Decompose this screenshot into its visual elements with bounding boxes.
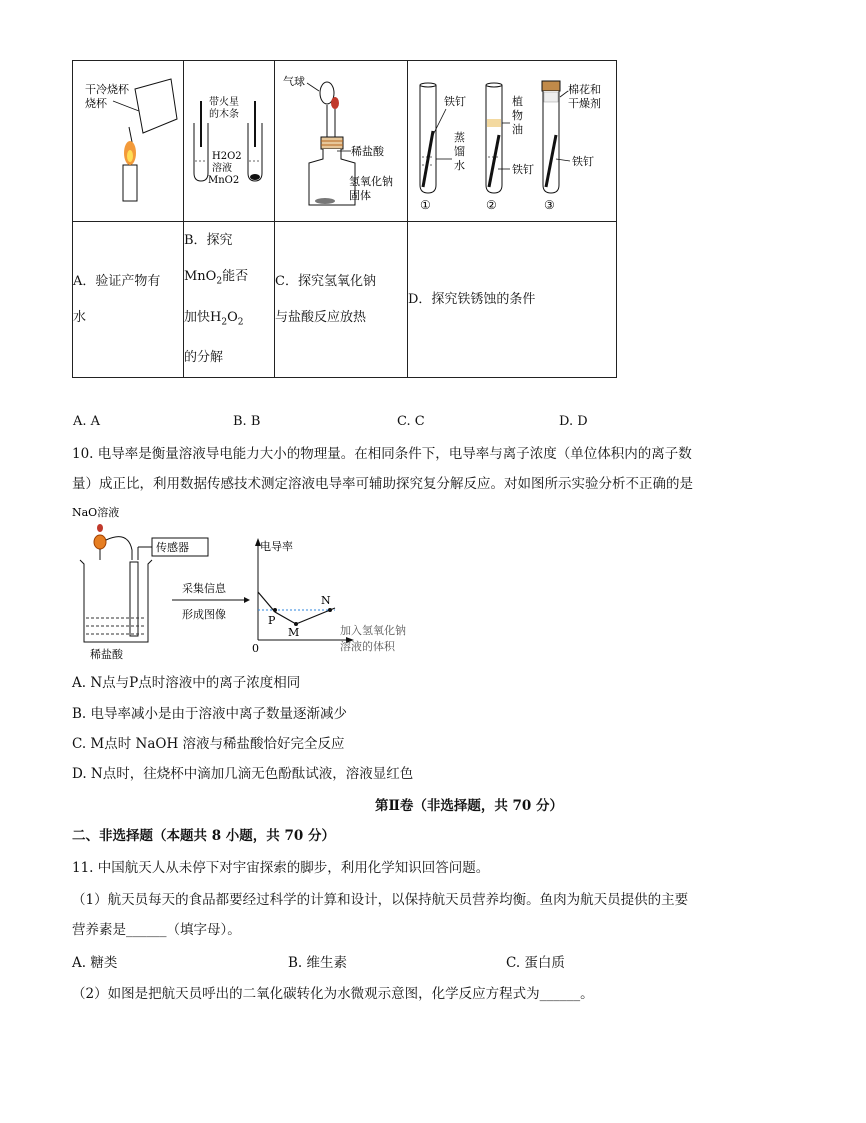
q10-option-a[interactable]: A. N点与P点时溶液中的离子浓度相同 xyxy=(72,675,301,691)
label-distilled-2: 馏 xyxy=(454,145,465,158)
label-x-axis-2: 溶液的体积 xyxy=(340,640,395,653)
label-cotton-1: 棉花和 xyxy=(568,83,601,96)
figure-c-cell xyxy=(275,61,408,222)
q9-option-a[interactable]: A. A xyxy=(73,414,101,429)
label-glowing-stick-2: 的木条 xyxy=(209,109,239,120)
label-point-m: M xyxy=(288,626,300,639)
q11-sub1-line2: 营养素是______（填字母）。 xyxy=(72,922,241,938)
section2-title: 二、非选择题（本题共 8 小题，共 70 分） xyxy=(72,828,335,844)
q11-sub1-line1: （1）航天员每天的食品都要经过科学的计算和设计，以保持航天员营养均衡。鱼肉为航天员提供的主要 xyxy=(72,892,689,908)
label-beaker-hcl: 稀盐酸 xyxy=(90,648,123,661)
q10-figure xyxy=(68,500,406,661)
label-oil-2: 物 xyxy=(512,109,523,122)
label-point-p: P xyxy=(268,614,276,627)
label-tube-3: ③ xyxy=(544,198,555,212)
figure-a-candle-cup xyxy=(73,61,183,217)
label-distilled-1: 蒸 xyxy=(454,131,465,144)
caption-b: B．探究 MnO$_2$能否 加快$H_2O_2$ 的分解 xyxy=(184,222,275,378)
q10-option-d[interactable]: D. N点时，往烧杯中滴加几滴无色酚酞试液，溶液显红色 xyxy=(72,766,414,782)
q9-option-b[interactable]: B. B xyxy=(233,414,261,429)
label-mno2: MnO2 xyxy=(208,175,240,186)
figure-b-test-tubes xyxy=(184,61,274,217)
q10-option-c[interactable]: C. M点时 NaOH 溶液与稀盐酸恰好完全反应 xyxy=(72,736,345,752)
experiment-table xyxy=(72,60,617,378)
label-naoh-solution: NaO溶液 xyxy=(72,506,120,519)
label-solid: 固体 xyxy=(349,189,371,202)
figure-b-cell xyxy=(184,61,275,222)
q10-stem-2: 量）成正比，利用数据传感技术测定溶液电导率可辅助探究复分解反应。对如图所示实验分析不正确的是 xyxy=(72,476,693,492)
label-balloon: 气球 xyxy=(283,75,305,88)
caption-c: C．探究氢氧化钠 与盐酸反应放热 xyxy=(275,222,408,378)
figure-d-iron-nails xyxy=(408,61,616,217)
label-oil-3: 油 xyxy=(512,123,523,136)
figure-d-cell xyxy=(408,61,617,222)
q10-stem-1: 10. 电导率是衡量溶液导电能力大小的物理量。在相同条件下，电导率与离子浓度（单位体积内的离子数 xyxy=(72,446,692,462)
figure-a-cell xyxy=(73,61,184,222)
q11-sub2: （2）如图是把航天员呼出的二氧化碳转化为水微观示意图，化学反应方程式为______。 xyxy=(72,986,594,1002)
label-tube-1: ① xyxy=(420,198,431,212)
label-oil-1: 植 xyxy=(512,95,523,108)
q9-option-d[interactable]: D. D xyxy=(559,414,588,429)
label-distilled-3: 水 xyxy=(454,159,465,172)
label-nail-3: 铁钉 xyxy=(572,155,594,168)
q9-option-c[interactable]: C. C xyxy=(397,414,425,429)
label-tube-2: ② xyxy=(486,198,497,212)
q11-option-a[interactable]: A. 糖类 xyxy=(72,955,118,971)
q11-option-b[interactable]: B. 维生素 xyxy=(288,955,348,971)
label-nail-2: 铁钉 xyxy=(512,163,534,176)
label-h2o2: H2O2 xyxy=(212,151,242,162)
label-naoh: 氢氧化钠 xyxy=(349,175,393,188)
label-cold-cup-2: 烧杯 xyxy=(85,97,107,110)
part2-title: 第Ⅱ卷（非选择题，共 70 分） xyxy=(374,798,564,814)
label-conductivity: 电导率 xyxy=(260,540,293,553)
label-sensor: 传感器 xyxy=(156,541,189,554)
caption-d: D．探究铁锈蚀的条件 xyxy=(408,222,617,378)
figure-c-flask xyxy=(275,61,407,217)
label-collect-info: 采集信息 xyxy=(182,582,226,595)
label-origin: 0 xyxy=(252,642,259,655)
label-solution: 溶液 xyxy=(212,163,232,174)
label-nail-1: 铁钉 xyxy=(444,95,466,108)
q11-stem: 11. 中国航天人从未停下对宇宙探索的脚步，利用化学知识回答问题。 xyxy=(72,860,490,876)
label-dilute-hcl: 稀盐酸 xyxy=(351,145,384,158)
label-form-image: 形成图像 xyxy=(182,608,226,621)
label-x-axis-1: 加入氢氧化钠 xyxy=(340,624,406,637)
q11-option-c[interactable]: C. 蛋白质 xyxy=(506,955,565,971)
label-point-n: N xyxy=(321,594,331,607)
label-cold-cup: 干冷烧杯 xyxy=(85,83,129,96)
caption-a: A．验证产物有 水 xyxy=(73,222,184,378)
label-glowing-stick: 带火星 xyxy=(209,97,239,108)
q10-option-b[interactable]: B. 电导率减小是由于溶液中离子数量逐渐减少 xyxy=(72,706,348,722)
label-cotton-2: 干燥剂 xyxy=(568,97,601,110)
